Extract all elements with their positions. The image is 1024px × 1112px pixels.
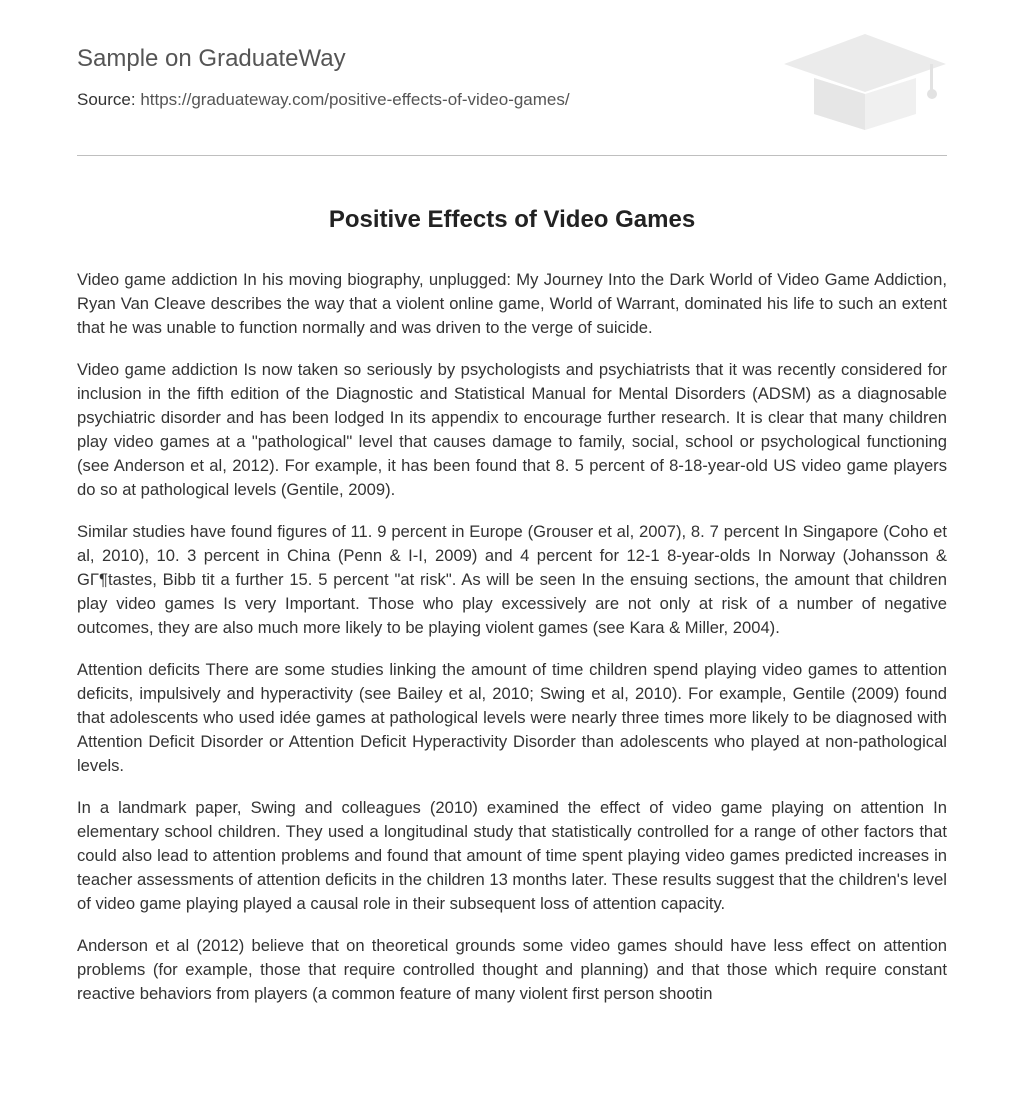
source-line bbox=[77, 89, 570, 111]
paragraph: Video game addiction In his moving biography, unplugged: My Journey Into the Dark World of Video Game Addiction, Ryan Van Cleave describes the way that a violent online game, World of Warrant, dominated his life to such an extent that he was unable to function normally and was driven to the verge of suicide. bbox=[77, 270, 947, 337]
header-divider bbox=[77, 155, 947, 156]
page-header bbox=[77, 44, 947, 156]
paragraph: Attention deficits There are some studies linking the amount of time children spend playing video games to attention deficits, impulsively and hyperactivity (see Bailey et al, 2010; Swing et al, 2010). For example, Gentile (2009) found that adolescents who used idée games at pathological levels were nearly three times more likely to be diagnosed with Attention Deficit Disorder or Attention Deficit Hyperactivity Disorder than adolescents who played at non-pathological levels. bbox=[77, 660, 947, 775]
source-link[interactable]: https://graduateway.com/positive-effects-of-video-games/ bbox=[140, 90, 570, 109]
document-body bbox=[77, 268, 947, 1098]
document-title: Positive Effects of Video Games bbox=[328, 206, 696, 233]
site-title: Sample on GraduateWay bbox=[77, 45, 346, 72]
source-label: Source: bbox=[77, 90, 141, 109]
graduation-cap-icon bbox=[782, 30, 948, 134]
paragraph: Video game addiction Is now taken so seriously by psychologists and psychiatrists that it was recently considered for inclusion in the fifth edition of the Diagnostic and Statistical Manual for Mental Disorders (ADSM) as a diagnosable psychiatric disorder and has been lodged In its appendix to encourage further research. It is clear that many children play video games at a "pathological" level that causes damage to family, social, school or psychological functioning (see Anderson et al, 2012). For example, it has been found that 8. 5 percent of 8-18-year-old US video game players do so at pathological levels (Gentile, 2009). bbox=[77, 360, 947, 499]
paragraph: Similar studies have found figures of 11. 9 percent in Europe (Grouser et al, 2007), 8. 7 percent In Singapore (Coho et al, 2010), 10. 3 percent in China (Penn & I-I, 2009) and 4 percent for 12-1 8-year-olds In Norway (Johansson & GΓ¶tastes, Bibb tit a further 15. 5 percent "at risk". As will be seen In the ensuing sections, the amount that children play video games Is very Important. Those who play excessively are not only at risk of a number of negative outcomes, they are also much more likely to be playing violent games (see Kara & Miller, 2004). bbox=[77, 522, 947, 637]
paragraph: In a landmark paper, Swing and colleagues (2010) examined the effect of video game playing on attention In elementary school children. They used a longitudinal study that statistically controlled for a range of other factors that could also lead to attention problems and found that amount of time spent playing video games predicted increases in teacher assessments of attention deficits in the children 13 months later. These results suggest that the children's level of video game playing played a causal role in their subsequent loss of attention capacity. bbox=[77, 798, 947, 913]
paragraph: Anderson et al (2012) believe that on theoretical grounds some video games should have less effect on attention problems (for example, those that require controlled thought and planning) and that those which require constant reactive behaviors from players (a common feature of many violent first person shootin bbox=[77, 936, 947, 1003]
